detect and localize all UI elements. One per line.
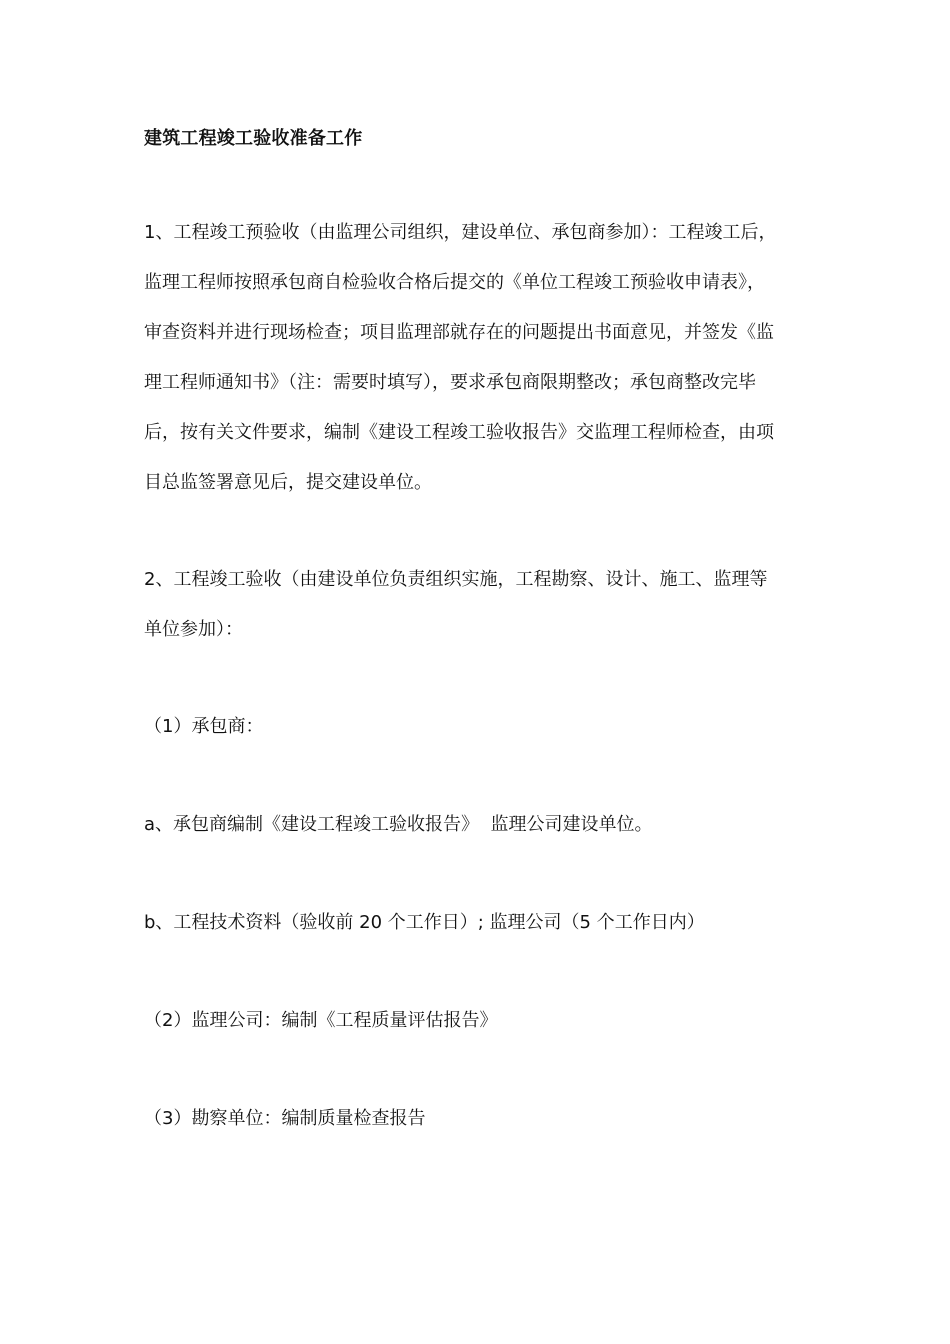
section-1-line: 后，按有关文件要求，编制《建设工程竣工验收报告》交监理工程师检查，由项 [144, 422, 774, 443]
document-title: 建筑工程竣工验收准备工作 [144, 128, 363, 149]
item-contractor: （1）承包商： [144, 716, 264, 737]
section-1-line: 审查资料并进行现场检查；项目监理部就存在的问题提出书面意见，并签发《监 [144, 322, 774, 343]
section-2-line: 2、工程竣工验收（由建设单位负责组织实施，工程勘察、设计、施工、监理等 [144, 569, 768, 590]
item-b: b、工程技术资料（验收前 20 个工作日）; 监理公司（5 个工作日内） [144, 912, 705, 933]
item-survey-unit: （3）勘察单位：编制质量检查报告 [144, 1108, 426, 1129]
section-1-paragraph [144, 208, 824, 508]
item-supervision-company: （2）监理公司：编制《工程质量评估报告》 [144, 1010, 498, 1031]
section-1-line: 理工程师通知书》（注：需要时填写），要求承包商限期整改；承包商整改完毕 [144, 372, 756, 393]
section-2-paragraph [144, 555, 824, 655]
section-1-line: 目总监签署意见后，提交建设单位。 [144, 472, 432, 493]
section-2-line: 单位参加）： [144, 619, 243, 640]
item-a: a、承包商编制《建设工程竣工验收报告》 监理公司建设单位。 [144, 814, 653, 835]
section-1-line: 监理工程师按照承包商自检验收合格后提交的《单位工程竣工预验收申请表》， [144, 272, 765, 293]
section-1-line: 1、工程竣工预验收（由监理公司组织，建设单位、承包商参加）：工程竣工后， [144, 222, 777, 243]
